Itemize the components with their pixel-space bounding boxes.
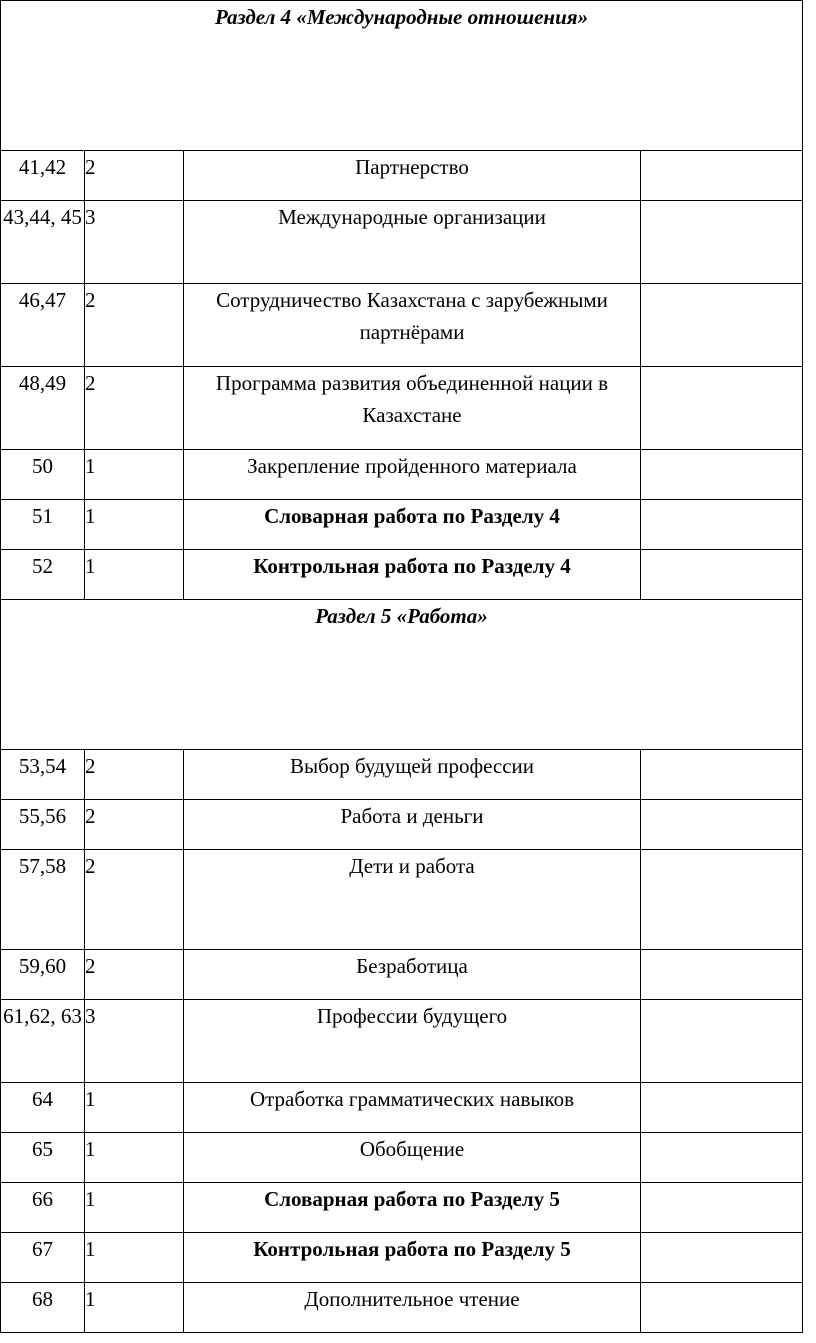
lesson-hours: 1 <box>85 550 184 600</box>
lesson-number: 48,49 <box>1 367 85 450</box>
lesson-note <box>641 1083 803 1133</box>
section-title: Раздел 4 «Международные отношения» <box>1 1 803 151</box>
lesson-topic: Международные организации <box>184 201 641 284</box>
table-row <box>1 800 803 850</box>
lesson-number: 66 <box>1 1183 85 1233</box>
lesson-plan-body <box>1 1 803 1333</box>
lesson-note <box>641 850 803 950</box>
lesson-number: 59,60 <box>1 950 85 1000</box>
lesson-hours: 1 <box>85 1083 184 1133</box>
lesson-number: 41,42 <box>1 151 85 201</box>
lesson-hours: 2 <box>85 284 184 367</box>
lesson-hours: 1 <box>85 1233 184 1283</box>
lesson-note <box>641 201 803 284</box>
lesson-topic: Профессии будущего <box>184 1000 641 1083</box>
lesson-note <box>641 550 803 600</box>
table-row <box>1 1083 803 1133</box>
lesson-topic: Безработица <box>184 950 641 1000</box>
table-row <box>1 1133 803 1183</box>
lesson-number: 51 <box>1 500 85 550</box>
table-row <box>1 1283 803 1333</box>
lesson-hours: 1 <box>85 1283 184 1333</box>
lesson-hours: 2 <box>85 850 184 950</box>
lesson-number: 68 <box>1 1283 85 1333</box>
section-header-row <box>1 1 803 151</box>
table-row <box>1 1183 803 1233</box>
lesson-topic: Сотрудничество Казахстана с зарубежными партнёрами <box>184 284 641 367</box>
lesson-number: 64 <box>1 1083 85 1133</box>
table-row <box>1 950 803 1000</box>
lesson-topic: Отработка грамматических навыков <box>184 1083 641 1133</box>
table-row <box>1 151 803 201</box>
table-row <box>1 367 803 450</box>
lesson-topic: Словарная работа по Разделу 5 <box>184 1183 641 1233</box>
table-row <box>1 1000 803 1083</box>
lesson-number: 52 <box>1 550 85 600</box>
lesson-number: 67 <box>1 1233 85 1283</box>
lesson-note <box>641 1233 803 1283</box>
lesson-hours: 1 <box>85 500 184 550</box>
lesson-topic: Партнерство <box>184 151 641 201</box>
lesson-hours: 3 <box>85 201 184 284</box>
table-row <box>1 1233 803 1283</box>
lesson-topic: Программа развития объединенной нации в Казахстане <box>184 367 641 450</box>
lesson-hours: 1 <box>85 1183 184 1233</box>
table-row <box>1 500 803 550</box>
lesson-number: 65 <box>1 1133 85 1183</box>
lesson-topic: Закрепление пройденного материала <box>184 450 641 500</box>
section-title: Раздел 5 «Работа» <box>1 600 803 750</box>
section-header-row <box>1 600 803 750</box>
lesson-topic: Обобщение <box>184 1133 641 1183</box>
lesson-number: 43,44, 45 <box>1 201 85 284</box>
lesson-number: 53,54 <box>1 750 85 800</box>
lesson-note <box>641 284 803 367</box>
lesson-hours: 2 <box>85 367 184 450</box>
lesson-note <box>641 1000 803 1083</box>
lesson-hours: 2 <box>85 800 184 850</box>
table-row <box>1 201 803 284</box>
lesson-hours: 3 <box>85 1000 184 1083</box>
lesson-number: 55,56 <box>1 800 85 850</box>
table-row <box>1 284 803 367</box>
lesson-note <box>641 1133 803 1183</box>
lesson-topic: Дополнительное чтение <box>184 1283 641 1333</box>
lesson-number: 57,58 <box>1 850 85 950</box>
lesson-number: 50 <box>1 450 85 500</box>
lesson-topic: Работа и деньги <box>184 800 641 850</box>
lesson-hours: 2 <box>85 950 184 1000</box>
table-row <box>1 850 803 950</box>
lesson-note <box>641 367 803 450</box>
lesson-topic: Выбор будущей профессии <box>184 750 641 800</box>
lesson-note <box>641 450 803 500</box>
lesson-note <box>641 1183 803 1233</box>
lesson-topic: Контрольная работа по Разделу 4 <box>184 550 641 600</box>
table-row <box>1 450 803 500</box>
lesson-note <box>641 950 803 1000</box>
lesson-note <box>641 1283 803 1333</box>
table-row <box>1 550 803 600</box>
lesson-topic: Словарная работа по Разделу 4 <box>184 500 641 550</box>
lesson-topic: Контрольная работа по Разделу 5 <box>184 1233 641 1283</box>
lesson-hours: 2 <box>85 151 184 201</box>
lesson-note <box>641 750 803 800</box>
lesson-note <box>641 500 803 550</box>
lesson-number: 61,62, 63 <box>1 1000 85 1083</box>
lesson-topic: Дети и работа <box>184 850 641 950</box>
lesson-hours: 1 <box>85 450 184 500</box>
table-row <box>1 750 803 800</box>
lesson-number: 46,47 <box>1 284 85 367</box>
lesson-hours: 1 <box>85 1133 184 1183</box>
lesson-note <box>641 151 803 201</box>
lesson-note <box>641 800 803 850</box>
lesson-hours: 2 <box>85 750 184 800</box>
